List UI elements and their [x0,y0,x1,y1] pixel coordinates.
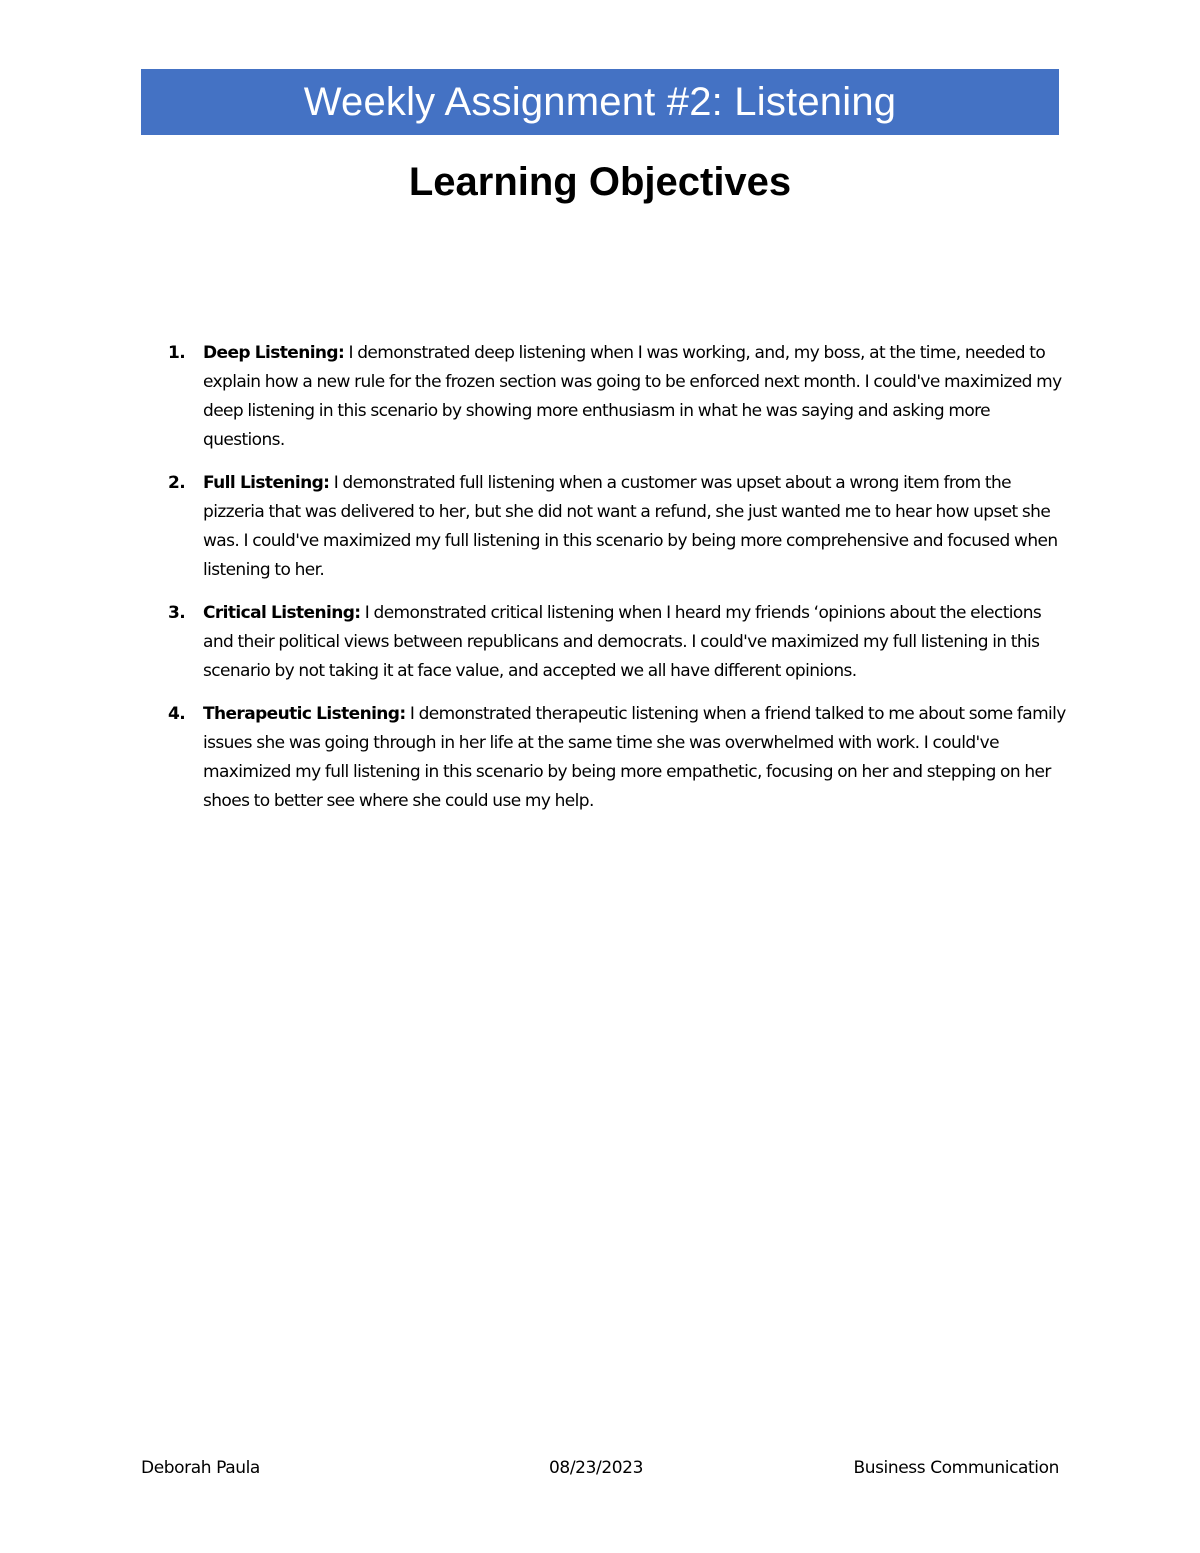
item-number: 2. [168,473,186,493]
objectives-list [141,339,1071,830]
section-heading: Learning Objectives [408,160,792,204]
document-title: Weekly Assignment #2: Listening [303,79,897,124]
footer-author: Deborah Paula [141,1458,260,1478]
footer-date: 08/23/2023 [549,1458,643,1478]
item-number: 3. [168,603,186,623]
list-item [141,469,1071,585]
item-term: Critical Listening: [203,603,361,623]
title-banner [141,69,1059,135]
item-term: Deep Listening: [203,343,345,363]
list-item [141,339,1071,455]
footer-course: Business Communication [853,1458,1059,1478]
item-term: Full Listening: [203,473,330,493]
list-item [141,599,1071,686]
list-item [141,700,1071,816]
item-text: I demonstrated critical listening when I heard my friends ‘opinions about the elections and their political views between republicans and democrats. I could've maximized my full listening in this scenario by not taking it at face value, and accepted we all have different opinions. [203,603,1042,681]
item-text: I demonstrated deep listening when I was working, and, my boss, at the time, needed to explain how a new rule for the frozen section was going to be enforced next month. I could've maximized my deep listening in this scenario by showing more enthusiasm in what he was saying and asking more questions. [203,343,1062,450]
item-text: I demonstrated therapeutic listening when a friend talked to me about some family issues she was going through in her life at the same time she was overwhelmed with work. I could've maximized my full listening in this scenario by being more empathetic, focusing on her and stepping on her shoes to better see where she could use my help. [203,704,1066,811]
item-term: Therapeutic Listening: [203,704,406,724]
page-footer [141,1458,1059,1484]
item-number: 1. [168,343,186,363]
item-number: 4. [168,704,186,724]
item-text: I demonstrated full listening when a customer was upset about a wrong item from the pizzeria that was delivered to her, but she did not want a refund, she just wanted me to hear how upset she was. I could've maximized my full listening in this scenario by being more comprehensive and focused when listening to her. [203,473,1058,580]
